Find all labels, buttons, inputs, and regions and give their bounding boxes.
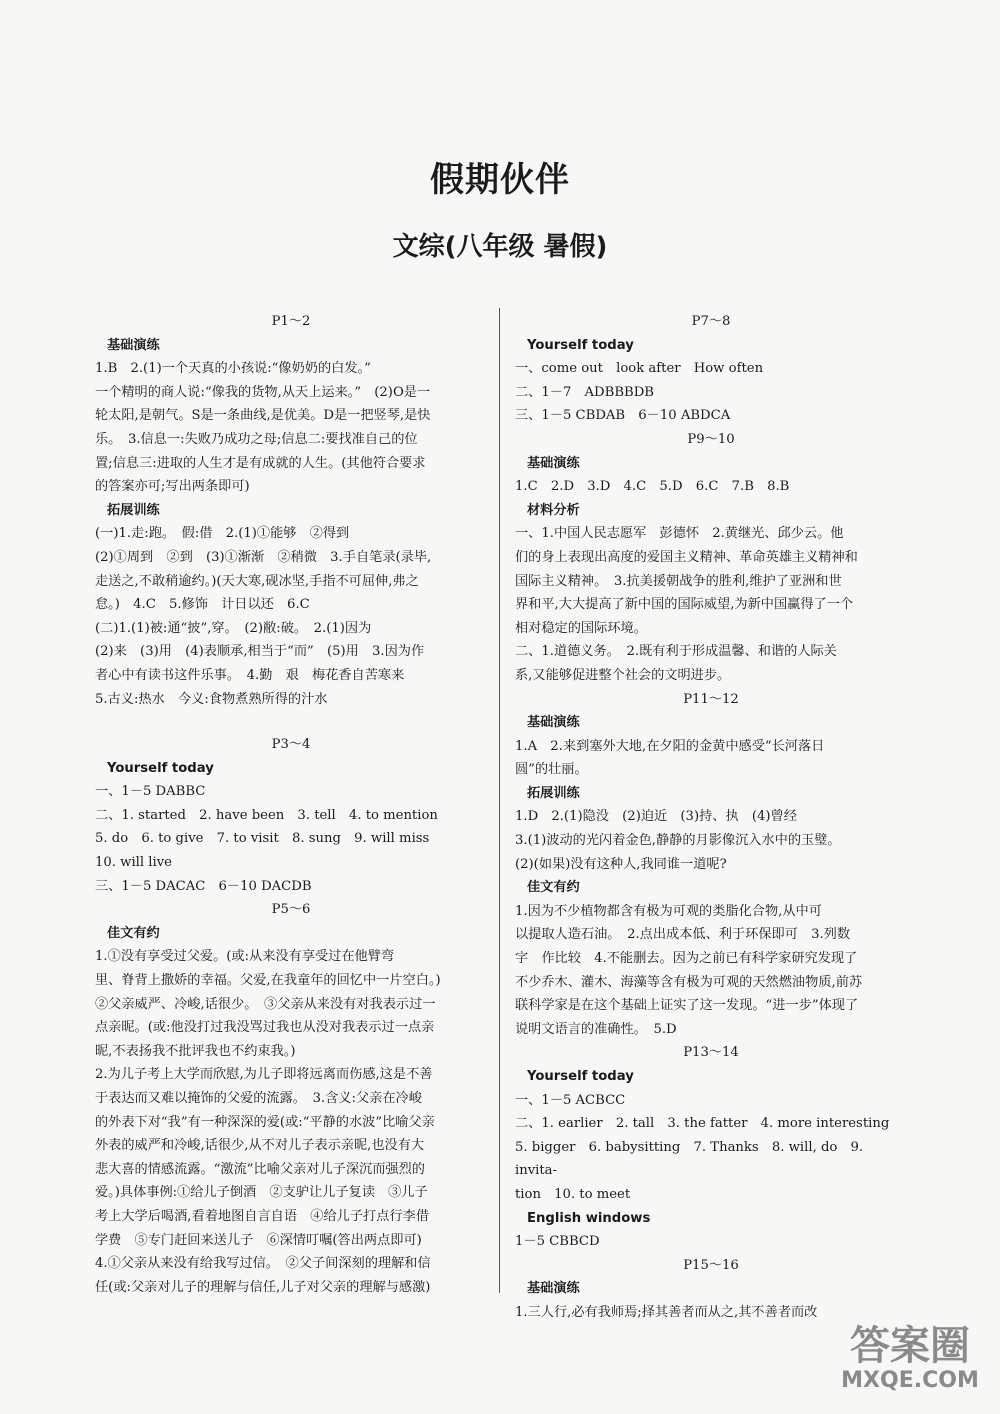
section-page-range: P11～12 bbox=[683, 691, 739, 707]
watermark-logo bbox=[830, 1324, 990, 1404]
answer-line: 二、1. earlier 2. tall 3. the fatter 4. more interesting bbox=[515, 1116, 890, 1132]
answer-line: 联科学家是在这个基础上证实了这一发现。“进一步”体现了 bbox=[515, 998, 859, 1014]
answer-line: 5.古义:热水 今义:食物煮熟所得的汁水 bbox=[95, 691, 328, 707]
answer-line: 3.(1)波动的光闪着金色,静静的月影像沉入水中的玉璧。 bbox=[515, 833, 841, 849]
answer-line: 点亲昵。(或:他没打过我没骂过我也从没对我表示过一点亲 bbox=[95, 1020, 435, 1036]
section-page-range: P13～14 bbox=[683, 1045, 739, 1061]
section-page-range: P7～8 bbox=[691, 314, 731, 329]
answer-line: 1.D 2.(1)隐没 (2)迫近 (3)持、执 (4)曾经 bbox=[515, 809, 797, 825]
answer-line: 考上大学后喝酒,看着地图自言自语 ④给儿子打点行李借 bbox=[95, 1208, 429, 1224]
section-heading: 拓展训练 bbox=[107, 502, 160, 518]
section-heading: Yourself today bbox=[527, 1069, 634, 1084]
answer-line: 一、1－5 ACBCC bbox=[515, 1092, 626, 1108]
answer-line: 1.三人行,必有我师焉;择其善者而从之,其不善者而改 bbox=[515, 1304, 818, 1320]
answer-line: 们的身上表现出高度的爱国主义精神、革命英雄主义精神和 bbox=[515, 549, 858, 565]
section-heading: 佳文有约 bbox=[107, 925, 160, 941]
answer-line: 的答案亦可;写出两条即可) bbox=[95, 479, 250, 495]
answer-line: 乐。 3.信息一:失败乃成功之母;信息二:要找准自己的位 bbox=[95, 431, 418, 447]
answer-line: 二、1－7 ADBBBDB bbox=[515, 384, 654, 400]
answer-line: 学费 ⑤专门赶回来送儿子 ⑥深情叮嘱(答出两点即可) bbox=[95, 1232, 422, 1248]
answer-line: 1－5 CBBCD bbox=[515, 1234, 600, 1250]
answer-line: 界和平,大大提高了新中国的国际威望,为新中国赢得了一个 bbox=[515, 597, 854, 613]
answer-line: ②父亲威严、冷峻,话很少。 ③父亲从来没有对我表示过一 bbox=[95, 996, 436, 1012]
answer-line: 二、1. started 2. have been 3. tell 4. to mention bbox=[95, 807, 438, 823]
answer-line: 一个精明的商人说:“像我的货物,从天上运来。” (2)O是一 bbox=[95, 384, 431, 400]
answer-line: 怠。) 4.C 5.修饰 计日以还 6.C bbox=[95, 597, 310, 613]
answer-line: 说明文语言的准确性。 5.D bbox=[515, 1021, 677, 1037]
answer-line: 爱。)具体事例:①给儿子倒酒 ②支驴让儿子复读 ③儿子 bbox=[95, 1185, 428, 1201]
answer-line: 1.①没有享受过父爱。(或:从来没有享受过在他臂弯 bbox=[95, 949, 395, 965]
answer-line: 1.A 2.来到塞外大地,在夕阳的金黄中感受“长河落日 bbox=[515, 738, 825, 754]
left-column bbox=[95, 310, 487, 1299]
answer-line: 三、1－5 DACAC 6－10 DACDB bbox=[95, 878, 312, 894]
answer-line: 10. will live bbox=[95, 855, 172, 871]
answer-line: 于表达而又难以掩饰的父爱的流露。 3.含义:父亲在冷峻 bbox=[95, 1091, 422, 1106]
answer-line: (2)来 (3)用 (4)表顺承,相当于“而” (5)用 3.因为作 bbox=[95, 644, 425, 660]
section-heading: 基础演练 bbox=[527, 455, 580, 471]
answer-line: 一、come out look after How often bbox=[515, 361, 764, 377]
answer-line: (二)1.(1)被:通“披”,穿。 (2)敝:破。 2.(1)因为 bbox=[95, 620, 372, 636]
answer-line: 任(或:父亲对儿子的理解与信任,儿子对父亲的理解与感激) bbox=[95, 1279, 431, 1295]
answer-line: 昵,不表扬我不批评我也不约束我。) bbox=[95, 1043, 296, 1059]
answer-line: 1.B 2.(1)一个天真的小孩说:“像奶奶的白发。” bbox=[95, 361, 371, 377]
answer-line: 走送之,不敢稍逾约。)(天大寒,砚冰坚,手指不可屈伸,弗之 bbox=[95, 573, 419, 589]
section-heading: 佳文有约 bbox=[527, 880, 580, 896]
answer-line: 2.为儿子考上大学而欣慰,为儿子即将远离而伤感,这是不善 bbox=[95, 1067, 433, 1083]
answer-line: 国际主义精神。 3.抗美援朝战争的胜利,维护了亚洲和世 bbox=[515, 573, 842, 589]
right-column bbox=[515, 310, 907, 1325]
answer-line: 里、脊背上撒娇的幸福。父爱,在我童年的回忆中一片空白。) bbox=[95, 973, 441, 989]
answer-line: 一、1.中国人民志愿军 彭德怀 2.黄继光、邱少云。他 bbox=[515, 526, 844, 542]
section-heading: 材料分析 bbox=[527, 502, 580, 518]
answer-line: 二、1.道德义务。 2.既有利于形成温馨、和谐的人际关 bbox=[515, 644, 837, 660]
answer-line: 不少乔木、灌木、海藻等含有极为可观的天然燃油物质,前苏 bbox=[515, 974, 863, 990]
section-heading: 基础演练 bbox=[107, 337, 160, 353]
section-heading: 基础演练 bbox=[527, 715, 580, 731]
answer-line: 外表的威严和冷峻,话很少,从不对儿子表示亲昵,也没有大 bbox=[95, 1138, 425, 1154]
section-heading: 基础演练 bbox=[527, 1281, 580, 1297]
watermark-bottom-text: MXQE.COM bbox=[841, 1368, 979, 1393]
answer-line: (2)(如果)没有这种人,我同谁一道呢? bbox=[515, 856, 727, 872]
answer-line: (2)①周到 ②到 (3)①渐渐 ②稍微 3.手自笔录(录毕, bbox=[95, 549, 432, 565]
answer-line: 的外表下对“我”有一种深深的爱(或:“平静的水波”比喻父亲 bbox=[95, 1114, 435, 1130]
section-page-range: P15～16 bbox=[683, 1257, 739, 1273]
answer-line: 4.①父亲从来没有给我写过信。 ②父子间深刻的理解和信 bbox=[95, 1256, 431, 1272]
section-page-range: P9～10 bbox=[687, 431, 735, 447]
answer-line: 5. do 6. to give 7. to visit 8. sung 9. will miss bbox=[95, 831, 430, 847]
section-heading: 拓展训练 bbox=[527, 785, 580, 801]
answer-line: 三、1－5 CBDAB 6－10 ABDCA bbox=[515, 408, 731, 424]
answer-line: 1.C 2.D 3.D 4.C 5.D 6.C 7.B 8.B bbox=[515, 479, 790, 495]
answer-line: tion 10. to meet bbox=[515, 1186, 631, 1202]
section-heading: English windows bbox=[527, 1210, 651, 1226]
answer-line: 悲大喜的情感流露。“激流”比喻父亲对儿子深沉而强烈的 bbox=[95, 1161, 425, 1177]
section-spacer bbox=[95, 711, 487, 733]
answer-line: 系,又能够促进整个社会的文明进步。 bbox=[515, 667, 731, 683]
answer-line: 1.因为不少植物都含有极为可观的类脂化合物,从中可 bbox=[515, 903, 822, 919]
answer-line: 5. bigger 6. babysitting 7. Thanks 8. will, do 9. invita- bbox=[515, 1139, 864, 1179]
section-heading: Yourself today bbox=[527, 337, 634, 353]
answer-line: 轮太阳,是朝气。S是一条曲线,是优美。D是一把竖琴,是快 bbox=[95, 408, 431, 424]
page-title: 假期伙伴 bbox=[430, 160, 570, 200]
answer-line: 以提取人造石油。 2.点出成本低、利于环保即可 3.列数 bbox=[515, 927, 851, 943]
section-page-range: P3～4 bbox=[271, 737, 311, 753]
answer-line: 字 作比较 4.不能删去。因为之前已有科学家研究发现了 bbox=[515, 951, 858, 967]
answer-line: 一、1－5 DABBC bbox=[95, 784, 206, 800]
page-subtitle: 文综(八年级 暑假) bbox=[392, 232, 608, 262]
answer-line: (一)1.走:跑。 假:借 2.(1)①能够 ②得到 bbox=[95, 526, 350, 542]
answer-line: 圆”的壮丽。 bbox=[515, 762, 588, 778]
answer-line: 者心中有读书这件乐事。 4.勤 艰 梅花香自苦寒来 bbox=[95, 667, 405, 683]
watermark-top-text: 答案圈 bbox=[850, 1323, 970, 1369]
column-divider bbox=[499, 308, 500, 1293]
section-page-range: P1～2 bbox=[271, 314, 311, 329]
section-heading: Yourself today bbox=[107, 760, 214, 776]
section-page-range: P5～6 bbox=[271, 902, 311, 918]
answer-line: 置;信息三:进取的人生才是有成就的人生。(其他符合要求 bbox=[95, 455, 426, 471]
answer-line: 相对稳定的国际环境。 bbox=[515, 620, 647, 636]
